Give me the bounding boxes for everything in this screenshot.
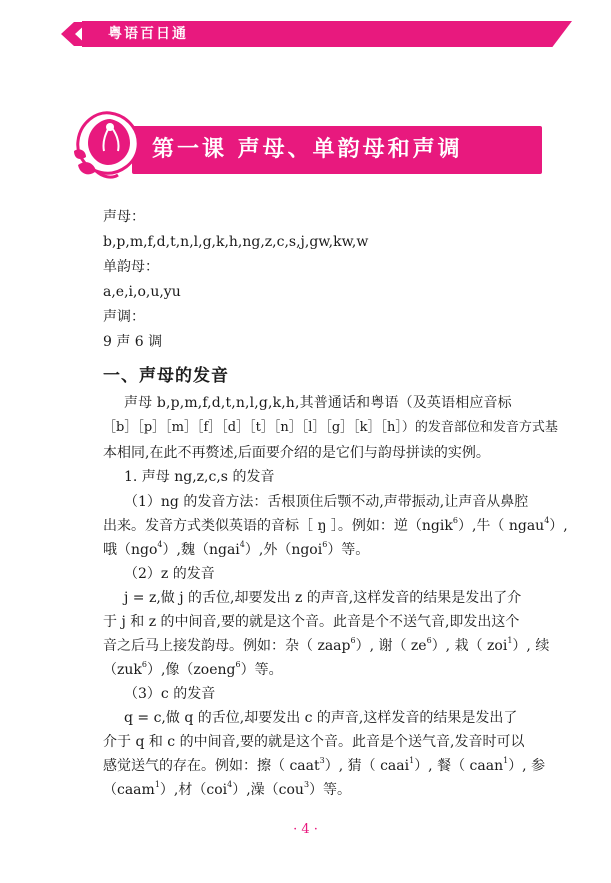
- tone-number: 1: [507, 636, 513, 646]
- text-segment: ）, 猜（ caai: [324, 758, 410, 774]
- text-segment: 音之后马上接发韵母。例如：杂（ zaap: [103, 638, 351, 654]
- ng-example-line: [103, 517, 568, 535]
- page-number: · 4 ·: [293, 822, 318, 837]
- tone-number: 6: [452, 516, 458, 526]
- text-segment: （caam: [103, 782, 155, 798]
- paragraph-line: 于 j 和 z 的中间音,要的就是这个音。此音是个不送气音,即发出这个: [103, 614, 520, 630]
- text-segment: ）, 谢（ ze: [355, 638, 427, 654]
- tone-number: 3: [319, 756, 325, 766]
- tone-number: 1: [154, 780, 160, 790]
- text-segment: ）,材（coi: [159, 782, 228, 798]
- ng-heading: （1）ng 的发音方法：舌根顶住后颚不动,声带振动,让声音从鼻腔: [124, 494, 529, 510]
- initials-list: b,p,m,f,d,t,n,l,g,k,h,ng,z,c,s,j,gw,kw,w: [103, 234, 369, 250]
- z-example-line: [103, 661, 283, 679]
- tone-number: 4: [157, 540, 163, 550]
- initials-label: 声母：: [103, 209, 145, 225]
- tone-number: 6: [426, 636, 432, 646]
- ng-example-line: [103, 541, 369, 559]
- book-title: 粤语百日通: [108, 26, 188, 42]
- text-segment: ）等。: [309, 782, 352, 798]
- finals-list: a,e,i,o,u,yu: [103, 284, 181, 300]
- text-segment: ）,牛（ ngau: [457, 518, 545, 534]
- paragraph-line: ［b］［p］［m］［f］［d］［t］［n］［l］［g］［k］［h］）的发音部位和发音方式基: [103, 420, 558, 435]
- paragraph-line: q = c,做 q 的舌位,却要发出 c 的声音,这样发音的结果是发出了: [124, 710, 518, 726]
- tone-number: 6: [322, 540, 328, 550]
- text-segment: ）等。: [240, 662, 283, 678]
- tone-number: 4: [544, 516, 550, 526]
- text-segment: 哦（ngo: [103, 542, 158, 558]
- tones-label: 声调：: [103, 309, 145, 325]
- lesson-title: 第一课 声母、单韵母和声调: [152, 137, 463, 162]
- c-heading: （3）c 的发音: [124, 686, 216, 702]
- finals-label: 单韵母：: [103, 259, 159, 275]
- z-heading: （2）z 的发音: [124, 566, 215, 582]
- text-segment: ）,魏（ngai: [162, 542, 240, 558]
- text-segment: 出来。发音方式类似英语的音标［ ŋ ］。例如：逆（ngik: [103, 518, 453, 534]
- paragraph-line: 本相同,在此不再赘述,后面要介绍的是它们与韵母拼读的实例。: [103, 445, 490, 461]
- text-segment: ）, 栽（ zoi: [431, 638, 508, 654]
- text-segment: ）, 参: [508, 758, 546, 774]
- tone-number: 6: [235, 660, 241, 670]
- tone-number: 6: [141, 660, 147, 670]
- tones-value: 9 声 6 调: [103, 334, 163, 350]
- tone-number: 1: [503, 756, 509, 766]
- c-example-line: [103, 781, 351, 799]
- section-heading: 一、声母的发音: [103, 366, 229, 386]
- paragraph-line: 声母 b,p,m,f,d,t,n,l,g,k,h,其普通话和粤语（及英语相应音标: [124, 395, 512, 411]
- paragraph-line: 介于 q 和 c 的中间音,要的就是这个音。此音是个送气音,发音时可以: [103, 734, 525, 750]
- tone-number: 3: [303, 780, 310, 790]
- text-segment: ）,外（ngoi: [244, 542, 323, 558]
- text-segment: ）,澡（cou: [232, 782, 304, 798]
- tone-number: 1: [409, 756, 415, 766]
- text-segment: ）,像（zoeng: [146, 662, 236, 678]
- subsection-title: 1. 声母 ng,z,c,s 的发音: [124, 469, 275, 485]
- paragraph-line: j = z,做 j 的舌位,却要发出 z 的声音,这样发音的结果是发出了介: [124, 590, 522, 606]
- text-segment: ）, 餐（ caan: [414, 758, 504, 774]
- c-example-line: [103, 757, 545, 775]
- text-segment: ）,: [549, 518, 568, 534]
- text-segment: ）等。: [327, 542, 370, 558]
- tone-number: 6: [350, 636, 356, 646]
- text-segment: ）, 续: [512, 638, 550, 654]
- tone-number: 4: [227, 780, 233, 790]
- text-segment: （zuk: [103, 662, 142, 678]
- text-segment: 感觉送气的存在。例如：擦（ caat: [103, 758, 320, 774]
- z-example-line: [103, 637, 549, 655]
- tone-number: 4: [239, 540, 245, 550]
